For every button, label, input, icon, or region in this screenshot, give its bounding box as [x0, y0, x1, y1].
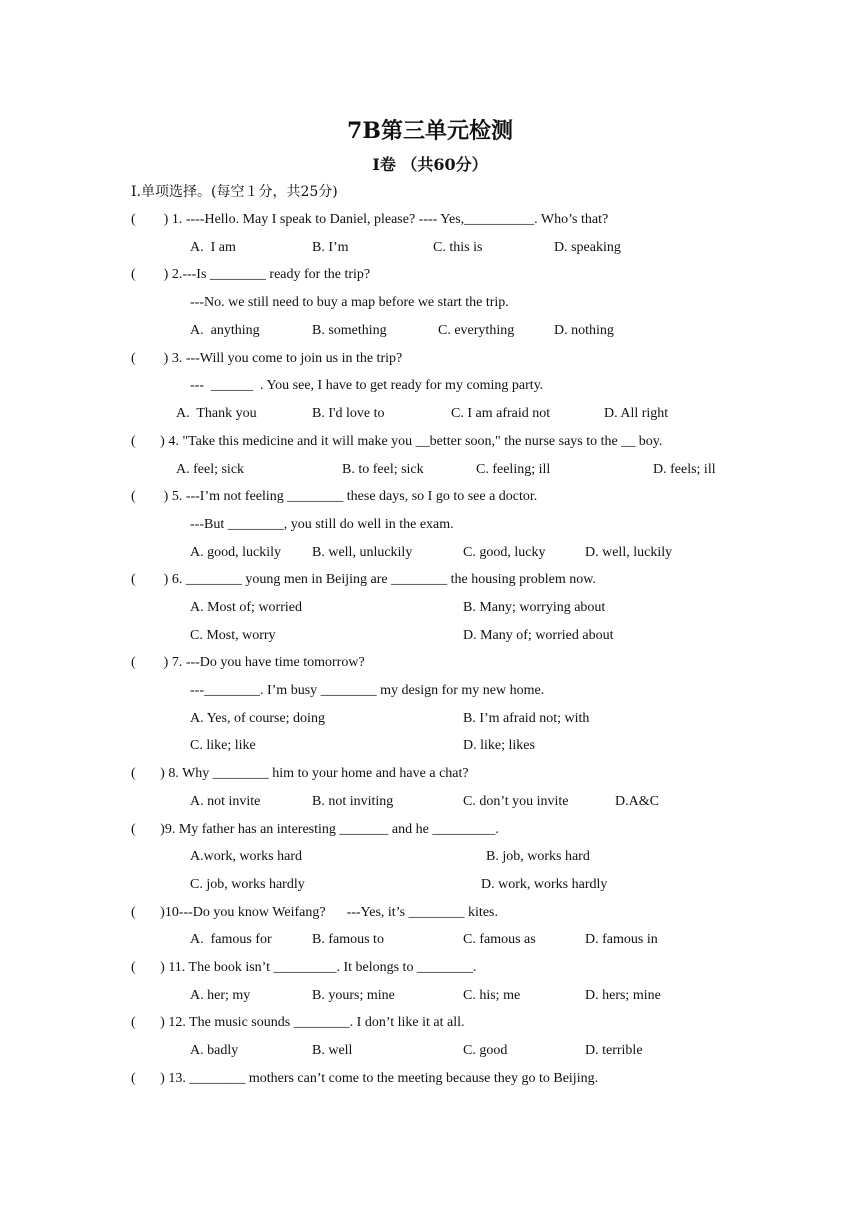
question-line: ( ) 6. ________ young men in Beijing are ________ the housing problem now. — [131, 572, 596, 587]
question-line: B. I’m afraid not; with — [463, 711, 590, 726]
question-line: B. Many; worrying about — [463, 600, 606, 615]
question-line: B. I’m — [312, 240, 349, 255]
page-title: 7B第三单元检测 — [347, 118, 513, 144]
question-line: ---But ________, you still do well in the exam. — [190, 517, 454, 532]
question-line: C. good — [463, 1043, 508, 1058]
question-line: A. feel; sick — [176, 462, 245, 477]
question-line: A.work, works hard — [190, 849, 302, 864]
question-line: ( ) 2.---Is ________ ready for the trip? — [131, 267, 371, 282]
question-line: A. Most of; worried — [190, 600, 302, 615]
question-line: ( )9. My father has an interesting _______ and he _________. — [131, 822, 499, 837]
question-line: C. everything — [438, 323, 515, 338]
section-heading: I.单项选择。(每空１分，共25分) — [131, 184, 338, 200]
question-line: D. hers; mine — [585, 988, 661, 1003]
question-line: ( ) 8. Why ________ him to your home and have a chat? — [131, 766, 469, 781]
question-line: C. feeling; ill — [476, 462, 551, 477]
question-line: ( ) 7. ---Do you have time tomorrow? — [131, 655, 365, 670]
question-line: A. her; my — [190, 988, 251, 1003]
question-line: A. good, luckily — [190, 545, 281, 560]
question-line: D. famous in — [585, 932, 658, 947]
question-line: B. I'd love to — [312, 406, 385, 421]
question-line: D. work, works hardly — [481, 877, 608, 892]
question-line: D. All right — [604, 406, 669, 421]
question-line: ( ) 13. ________ mothers can’t come to the meeting because they go to Beijing. — [131, 1071, 599, 1086]
question-line: A. badly — [190, 1043, 239, 1058]
question-line: D. speaking — [554, 240, 621, 255]
question-line: A. famous for — [190, 932, 272, 947]
question-line: B. yours; mine — [312, 988, 395, 1003]
question-line: A. Yes, of course; doing — [190, 711, 325, 726]
question-line: ( )10---Do you know Weifang? ---Yes, it’s ________ kites. — [131, 905, 498, 920]
question-line: ( ) 3. ---Will you come to join us in the trip? — [131, 351, 403, 366]
question-line: C. like; like — [190, 738, 256, 753]
question-line: D. like; likes — [463, 738, 535, 753]
question-line: D.A&C — [615, 794, 659, 809]
question-line: --- ______ . You see, I have to get ready for my coming party. — [190, 378, 544, 393]
question-line: C. good, lucky — [463, 545, 546, 560]
question-line: ( ) 5. ---I’m not feeling ________ these days, so I go to see a doctor. — [131, 489, 538, 504]
question-line: C. I am afraid not — [451, 406, 551, 421]
question-line: B. well — [312, 1043, 353, 1058]
question-line: C. this is — [433, 240, 483, 255]
question-line: ( ) 11. The book isn’t _________. It belongs to ________. — [131, 960, 477, 975]
question-line: B. not inviting — [312, 794, 394, 809]
page-subtitle: I卷 （共60分） — [372, 155, 488, 174]
question-line: A. Thank you — [176, 406, 257, 421]
question-line: B. to feel; sick — [342, 462, 424, 477]
question-line: D. nothing — [554, 323, 614, 338]
question-line: C. famous as — [463, 932, 536, 947]
question-line: B. something — [312, 323, 387, 338]
question-line: C. don’t you invite — [463, 794, 569, 809]
question-line: B. well, unluckily — [312, 545, 413, 560]
question-line: D. terrible — [585, 1043, 643, 1058]
question-line: C. his; me — [463, 988, 521, 1003]
question-line: A. I am — [190, 240, 236, 255]
question-line: D. well, luckily — [585, 545, 673, 560]
question-line: C. job, works hardly — [190, 877, 305, 892]
question-line: A. anything — [190, 323, 260, 338]
question-line: ( ) 1. ----Hello. May I speak to Daniel, please? ---- Yes,__________. Who’s that? — [131, 212, 609, 227]
question-line: ---No. we still need to buy a map before we start the trip. — [190, 295, 509, 310]
question-line: B. famous to — [312, 932, 384, 947]
question-line: ---________. I’m busy ________ my design for my new home. — [190, 683, 545, 698]
question-line: C. Most, worry — [190, 628, 276, 643]
question-line: ( ) 4. "Take this medicine and it will make you __better soon," the nurse says to the __ boy. — [131, 434, 663, 449]
question-line: D. feels; ill — [653, 462, 716, 477]
question-line: B. job, works hard — [486, 849, 590, 864]
question-line: ( ) 12. The music sounds ________. I don’t like it at all. — [131, 1015, 465, 1030]
question-line: D. Many of; worried about — [463, 628, 614, 643]
question-line: A. not invite — [190, 794, 261, 809]
